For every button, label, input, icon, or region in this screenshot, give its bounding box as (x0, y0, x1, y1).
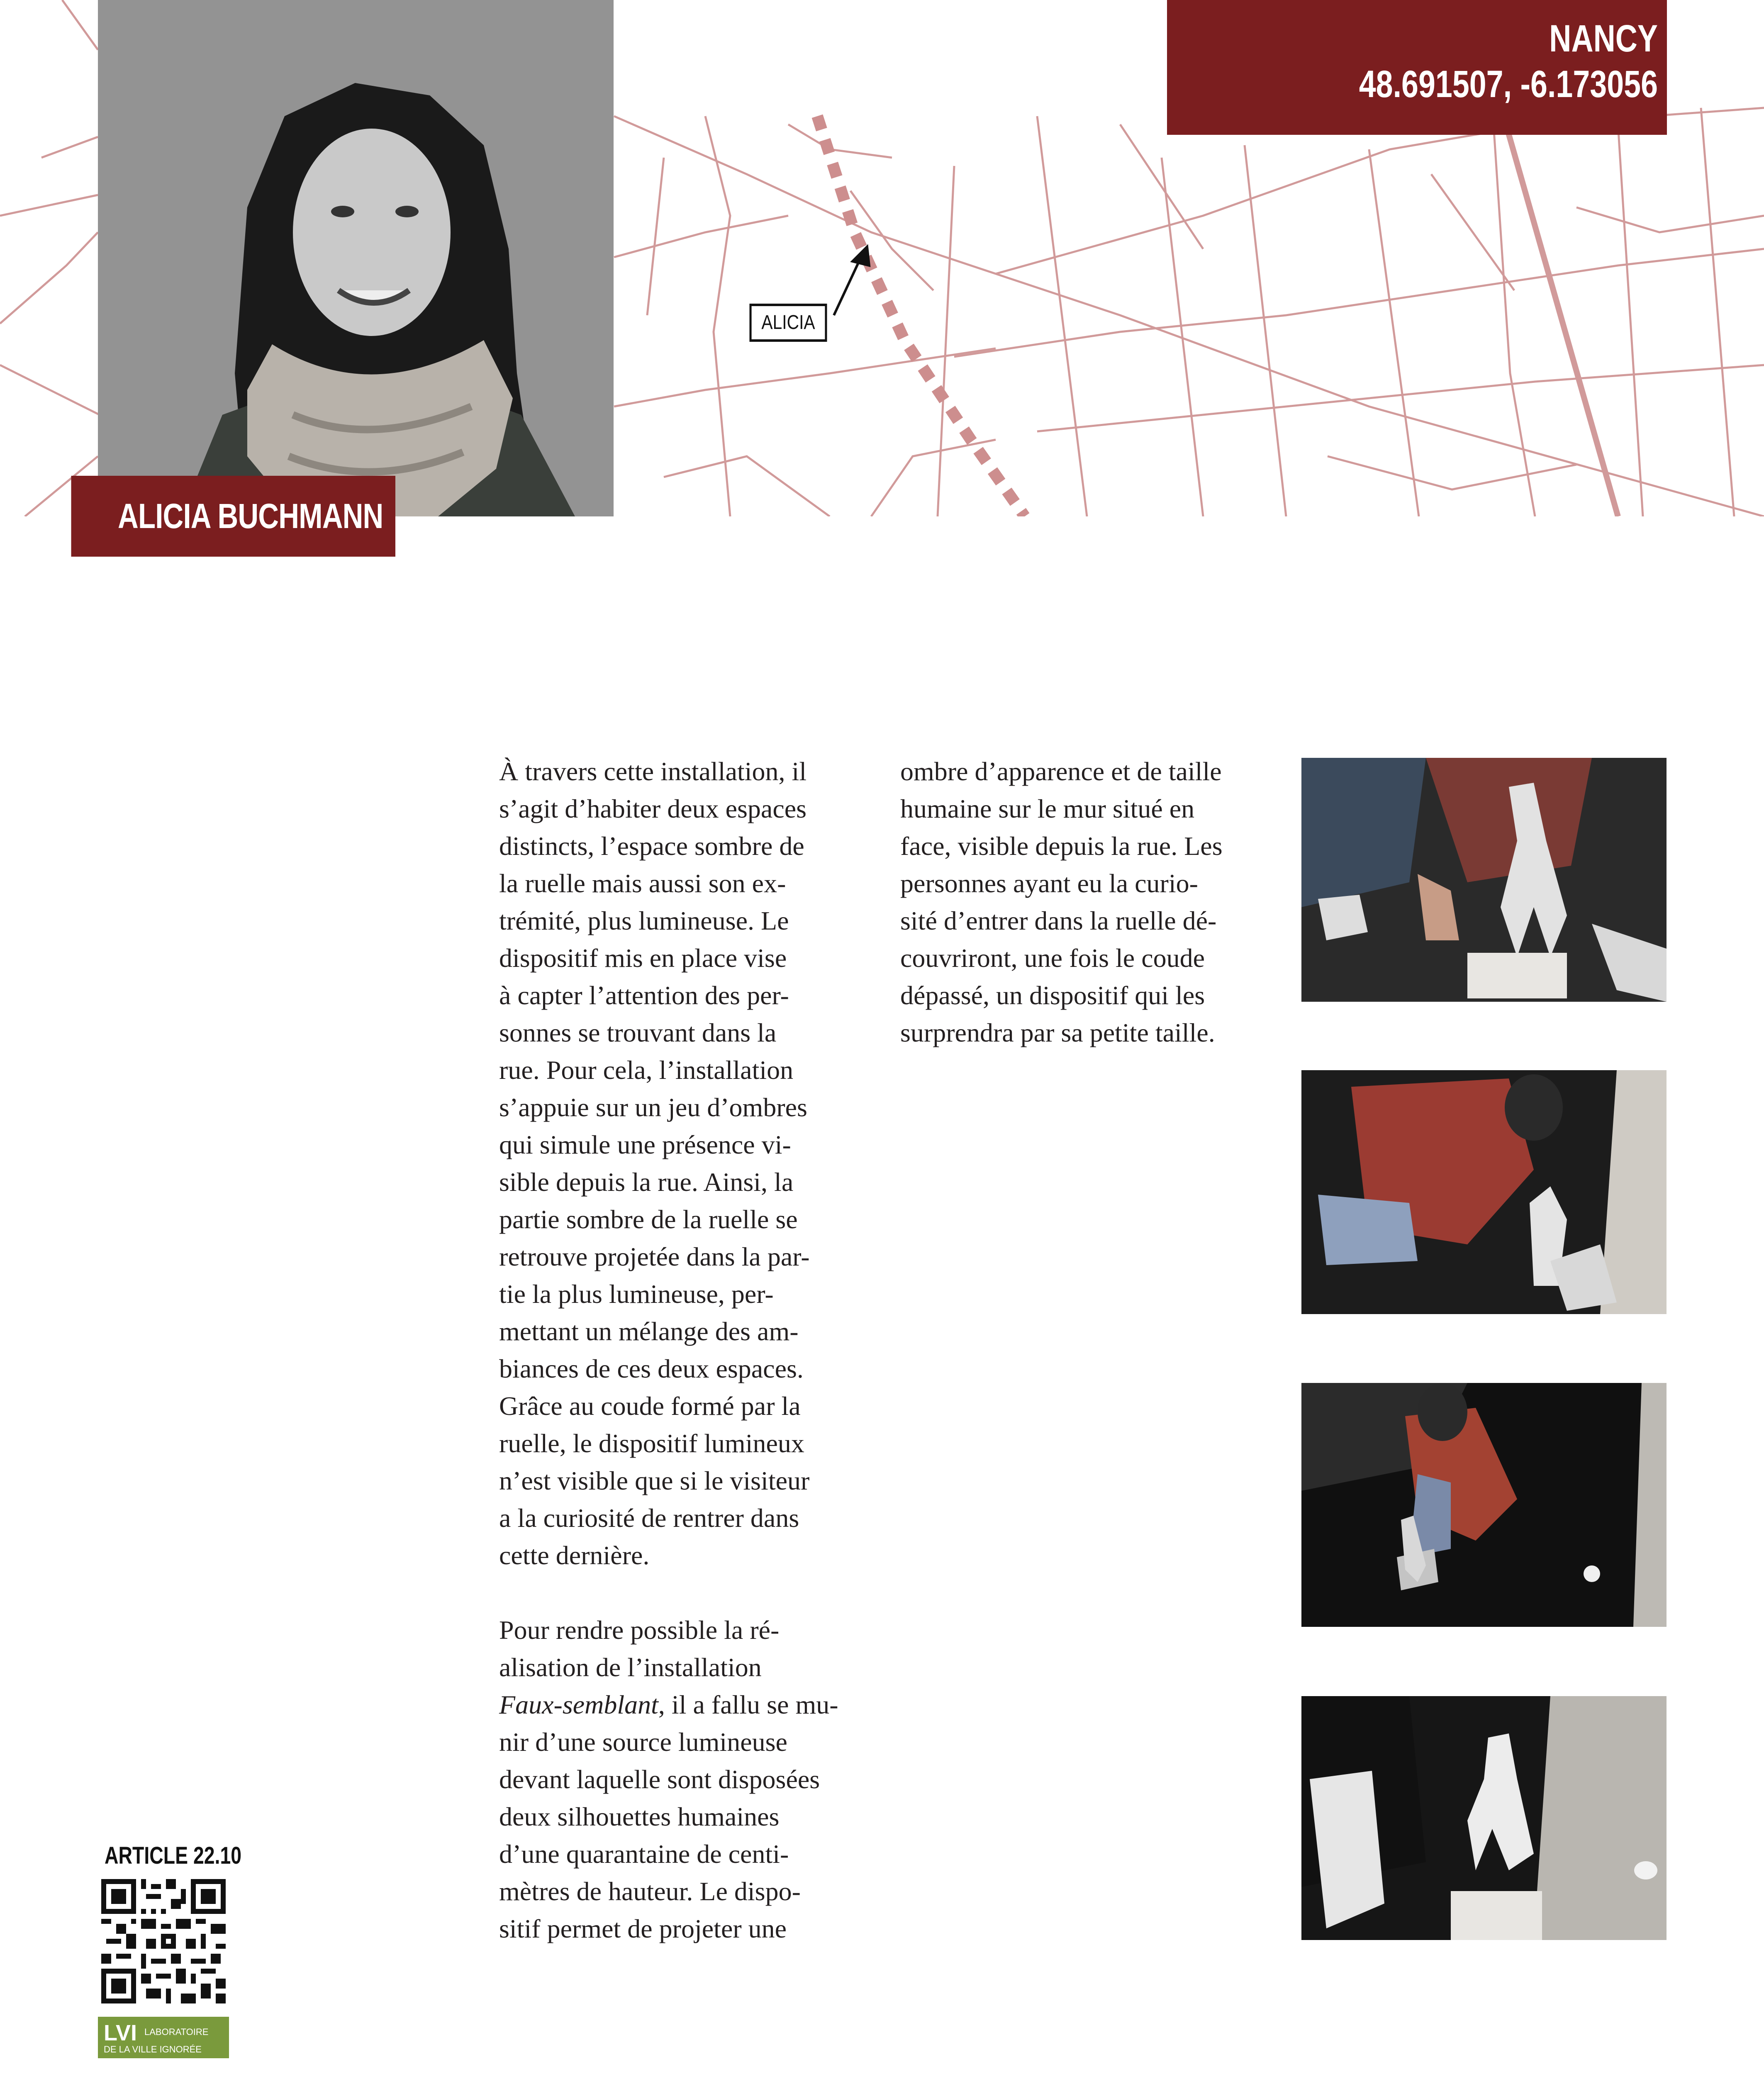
installation-photo-2 (1301, 1070, 1667, 1314)
text-column-2 (900, 753, 1265, 1052)
logo-line-1: LABORATOIRE (144, 2027, 209, 2037)
map-marker-label: ALICIA (750, 304, 827, 342)
location-banner (1167, 0, 1667, 135)
paragraph-2-start: Pour rendre possible la ré- alisation de l’installation (499, 1615, 780, 1682)
installation-title: Faux-semblant (499, 1690, 658, 1719)
installation-photo-3 (1301, 1383, 1667, 1627)
installation-photo-1 (1301, 758, 1667, 1002)
coordinates: 48.691507, -6.173056 (1359, 63, 1658, 105)
installation-photo-4 (1301, 1696, 1667, 1940)
paragraph-2-middle: , il a fallu se mu- (658, 1690, 838, 1719)
portrait-photo (98, 0, 614, 516)
text-column-1 (499, 753, 864, 1947)
paragraph-3: ombre d’apparence et de taille humaine sur le mur situé en face, visible depuis la rue. Les personnes ayant eu la curio- sité d’entrer dans la ruelle dé- couvriront, une fois le coude dépassé, un dispositif qui les surprendra par sa petite taille. (900, 757, 1223, 1047)
logo-initials: LVI (104, 2020, 137, 2045)
city-name: NANCY (1549, 17, 1658, 60)
author-name-banner: ALICIA BUCHMANN (71, 476, 395, 557)
qr-code[interactable] (101, 1879, 226, 2003)
paragraph-2 (499, 1611, 864, 1947)
logo-line-2: DE LA VILLE IGNORÉE (104, 2044, 202, 2055)
lvi-logo (98, 2017, 229, 2058)
article-label: ARTICLE 22.10 (105, 1842, 242, 1869)
paragraph-1: À travers cette installation, il s’agit d’habiter deux espaces distincts, l’espace sombre de la ruelle mais aussi son ex- trémité, plus lumineuse. Le dispositif mis en place vise à capter l’attention des per- sonnes se trouvant dans la rue. Pour cela, l’installation s’appuie sur un jeu d’ombres qui simule une présence vi- sible depuis la rue. Ainsi, la partie sombre de la ruelle se retrouve projetée dans la par- tie la plus lumineuse, per- mettant un mélange des am- biances de ces deux espaces. Grâce au coude formé par la ruelle, le dispositif lumineux n’est visible que si le visiteur a la curiosité de rentrer dans cette dernière. (499, 757, 810, 1570)
paragraph-2-end: nir d’une source lumineuse devant laquelle sont disposées deux silhouettes humaines d’une quarantaine de centi- mètres de hauteur. Le dispo- sitif permet de projeter une (499, 1727, 820, 1943)
